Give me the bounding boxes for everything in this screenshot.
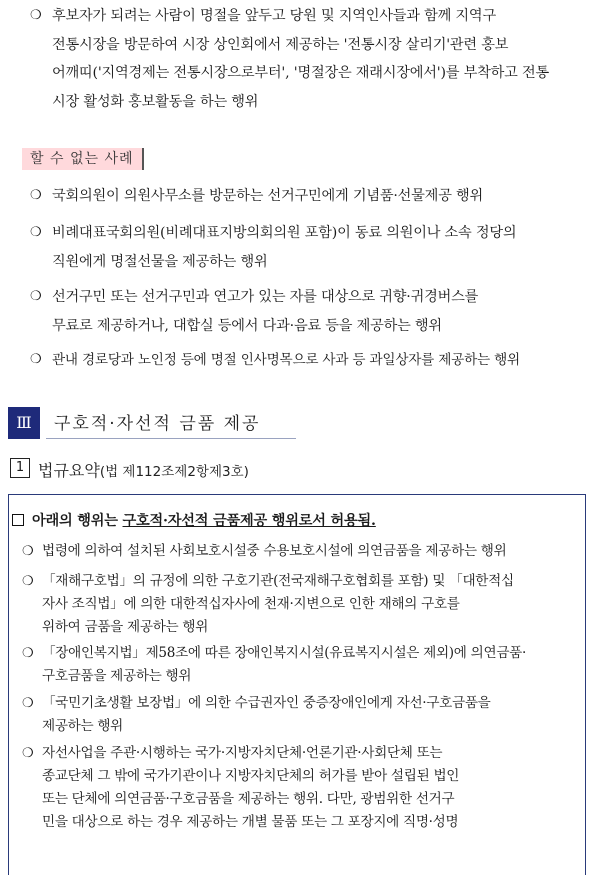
box-list-item — [22, 642, 574, 688]
cannot-list-item — [30, 219, 585, 276]
cannot-do-heading: 할 수 없는 사례 — [22, 148, 144, 170]
box-list-item — [22, 742, 574, 834]
line: 자선사업을 주관·시행하는 국가·지방자치단체·언론기관·사회단체 또는 — [42, 745, 443, 761]
subsection-title-text: 법규요약 — [38, 461, 100, 480]
subsection-number-box: 1 — [10, 458, 30, 478]
section-number-badge: Ⅲ — [8, 407, 40, 439]
line: 「장애인복지법」제58조에 따른 장애인복지시설(유료복지시설은 제외)에 의연금품· — [42, 645, 527, 661]
box-header — [12, 510, 376, 532]
box-header-underlined: 구호적·자선적 금품제공 행위로서 허용됨. — [122, 513, 376, 529]
section-underline — [46, 438, 296, 439]
line: 구호금품을 제공하는 행위 — [42, 668, 192, 684]
line: 시장 활성화 홍보활동을 하는 행위 — [52, 93, 259, 110]
box-list-item — [22, 692, 574, 738]
circle-bullet-icon: ❍ — [22, 746, 34, 761]
circle-bullet-icon: ❍ — [30, 352, 42, 367]
line: 법령에 의하여 설치된 사회보호시설중 수용보호시설에 의연금품을 제공하는 행위 — [42, 543, 507, 559]
line: 제공하는 행위 — [42, 718, 124, 734]
circle-bullet-icon: ❍ — [22, 646, 34, 661]
box-header-prefix: 아래의 행위는 — [32, 513, 123, 529]
line: 무료로 제공하거나, 대합실 등에서 다과·음료 등을 제공하는 행위 — [52, 317, 442, 334]
line: 국회의원이 의원사무소를 방문하는 선거구민에게 기념품·선물제공 행위 — [52, 188, 484, 204]
circle-bullet-icon: ❍ — [22, 544, 34, 559]
subsection-title — [38, 458, 249, 481]
circle-bullet-icon: ❍ — [30, 8, 42, 23]
box-list-item — [22, 540, 574, 563]
circle-bullet-icon: ❍ — [30, 225, 42, 240]
cannot-list-item — [30, 182, 585, 211]
line: 자사 조직법」에 의한 대한적십자사에 천재·지변으로 인한 재해의 구호를 — [42, 596, 460, 612]
line: 어깨띠('지역경제는 전통시장으로부터', '명절장은 재래시장에서')를 부착하고 전통 — [52, 65, 550, 81]
line: 「국민기초생활 보장법」에 의한 수급권자인 중증장애인에게 자선·구호금품을 — [42, 695, 491, 711]
line: 민을 대상으로 하는 경우 제공하는 개별 물품 또는 그 포장지에 직명·성명 — [42, 814, 459, 830]
line: 비례대표국회의원(비례대표지방의회의원 포함)이 동료 의원이나 소속 정당의 — [52, 225, 517, 241]
line: 선거구민 또는 선거구민과 연고가 있는 자를 대상으로 귀향·귀경버스를 — [52, 289, 479, 305]
box-list-item — [22, 570, 574, 639]
line: 종교단체 그 밖에 국가기관이나 지방자치단체의 허가를 받아 설립된 법인 — [42, 768, 460, 784]
subsection-ref: (법 제112조제2항제3호) — [99, 464, 249, 480]
square-bullet-icon — [12, 514, 24, 526]
circle-bullet-icon: ❍ — [22, 574, 34, 589]
line: 직원에게 명절선물을 제공하는 행위 — [52, 253, 268, 270]
cannot-list-item — [30, 346, 585, 375]
circle-bullet-icon: ❍ — [30, 289, 42, 304]
circle-bullet-icon: ❍ — [22, 696, 34, 711]
top-list-item — [30, 2, 585, 116]
line: 전통시장을 방문하여 시장 상인회에서 제공하는 '전통시장 살리기'관련 홍보 — [52, 36, 509, 53]
line: 「재해구호법」의 규정에 의한 구호기관(전국재해구호협회를 포함) 및 「대한적십 — [42, 573, 514, 589]
cannot-list-item — [30, 283, 585, 340]
line: 관내 경로당과 노인정 등에 명절 인사명목으로 사과 등 과일상자를 제공하는 행위 — [52, 352, 520, 368]
circle-bullet-icon: ❍ — [30, 188, 42, 203]
section-title: 구호적·자선적 금품 제공 — [54, 414, 261, 434]
line: 또는 단체에 의연금품·구호금품을 제공하는 행위. 다만, 광범위한 선거구 — [42, 791, 455, 807]
line: 위하여 금품을 제공하는 행위 — [42, 619, 209, 635]
line: 후보자가 되려는 사람이 명절을 앞두고 당원 및 지역인사들과 함께 지역구 — [52, 8, 496, 24]
